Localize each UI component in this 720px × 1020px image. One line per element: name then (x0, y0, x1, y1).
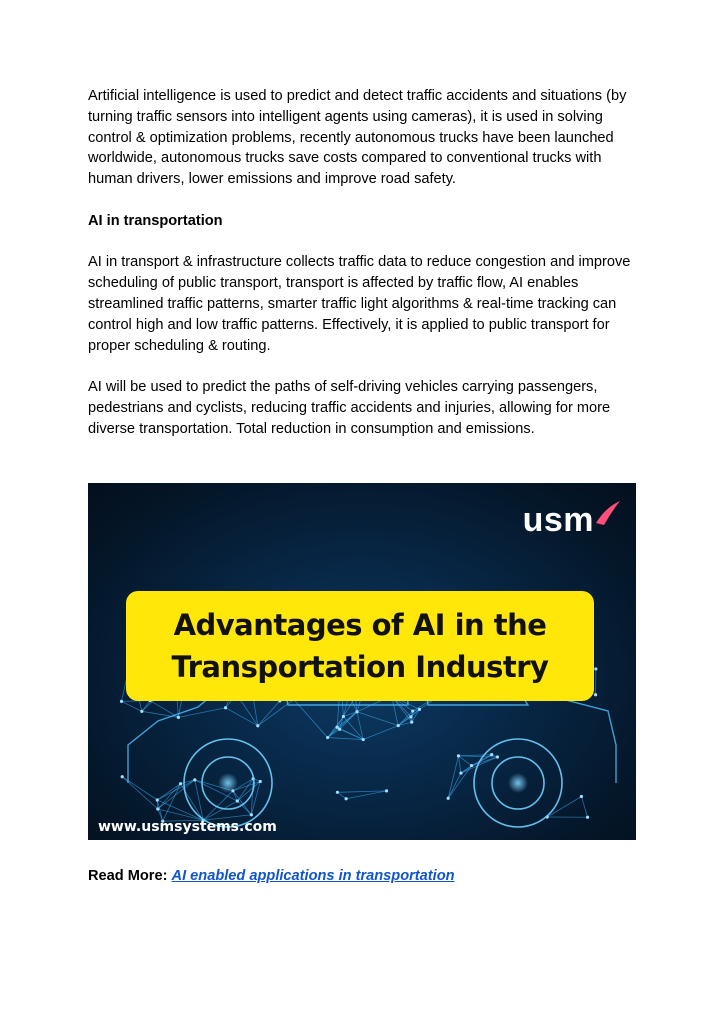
banner-title-line-2: Transportation Industry (171, 650, 549, 684)
logo-swoosh-icon (592, 497, 622, 527)
prediction-paragraph: AI will be used to predict the paths of self-driving vehicles carrying passengers, pedestrians and cyclists, reducing traffic accidents and injuries, allowing for more diverse transportation. Total reduction in consumption and emissions. (88, 379, 611, 437)
usm-logo: usm (522, 501, 594, 539)
section-heading: AI in transportation (88, 212, 223, 229)
read-more-line (88, 866, 455, 887)
article-banner-image (88, 483, 636, 840)
banner-website-url: www.usmsystems.com (98, 819, 277, 835)
banner-title-box (126, 591, 594, 701)
intro-paragraph: Artificial intelligence is used to predict and detect traffic accidents and situations (by turning traffic sensors into intelligent agents using cameras), it is used in solving control & optimization problems, recently autonomous trucks have been launched worldwide, autonomous trucks save costs compared to conventional trucks with human drivers, lower emissions and improve road safety. (88, 88, 627, 188)
read-more-link[interactable]: AI enabled applications in transportation (171, 868, 455, 884)
banner-title-line-1: Advantages of AI in the (173, 608, 547, 642)
document-body (88, 86, 636, 440)
transport-paragraph: AI in transport & infrastructure collects traffic data to reduce congestion and improve scheduling of public transport, transport is affected by traffic flow, AI enables streamlined traffic patterns, smarter traffic light algorithms & real-time tracking can control high and low traffic patterns. Effectively, it is applied to public transport for proper scheduling & routing. (88, 254, 631, 354)
read-more-label: Read More: (88, 868, 168, 884)
